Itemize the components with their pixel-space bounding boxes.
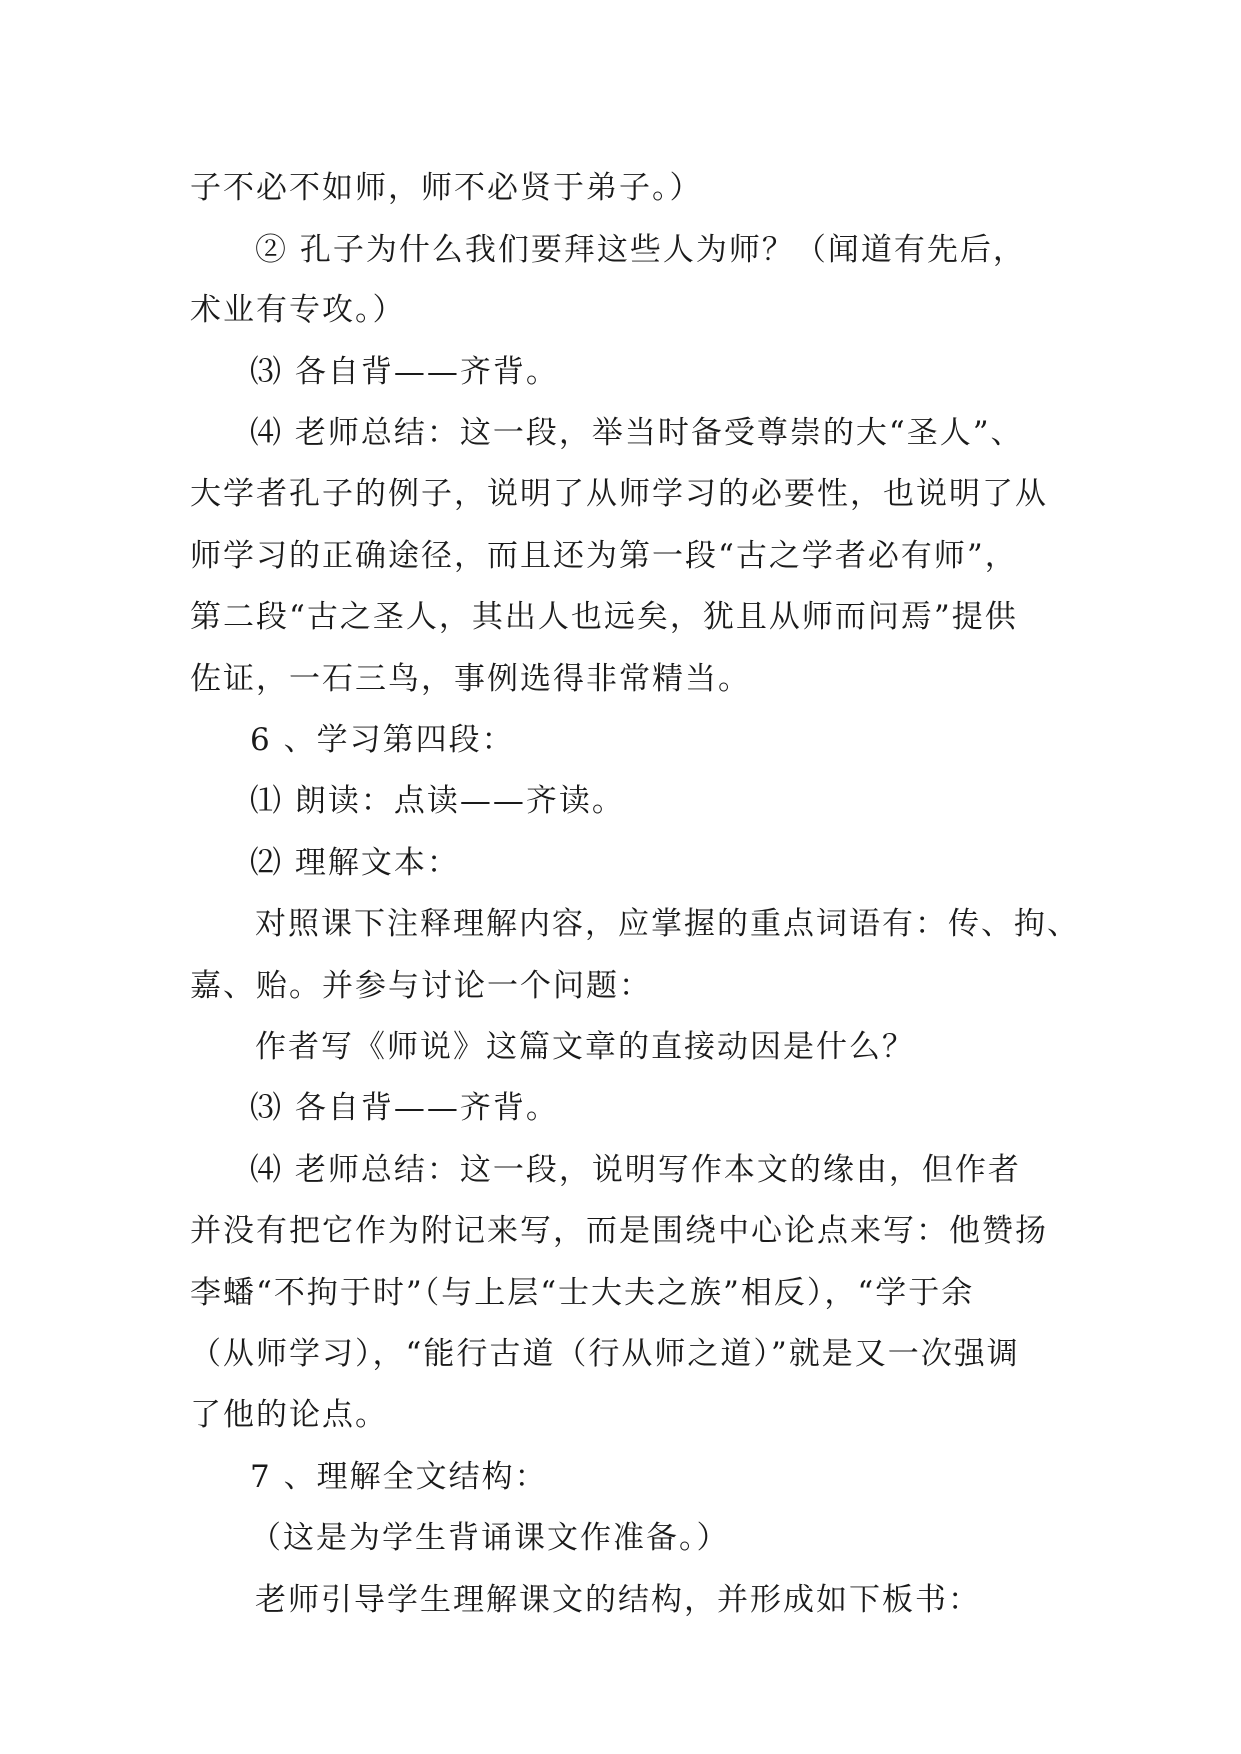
text-line-6: 大学者孔子的例子，说明了从师学习的必要性，也说明了从	[190, 476, 1048, 512]
text-line-15: 作者写《师说》这篇文章的直接动因是什么？	[255, 1029, 915, 1065]
text-line-24: 老师引导学生理解课文的结构，并形成如下板书：	[255, 1582, 981, 1618]
section-heading-7: 7 、理解全文结构：	[250, 1459, 548, 1495]
text-line-17: ⑷ 老师总结：这一段，说明写作本文的缘由，但作者	[250, 1152, 1021, 1188]
text-line-3: 术业有专攻。）	[190, 292, 406, 328]
text-line-11: ⑴ 朗读：点读——齐读。	[250, 783, 625, 819]
text-line-20: （从师学习），“能行古道（行从师之道）”就是又一次强调	[190, 1336, 1020, 1372]
text-line-9: 佐证，一石三鸟，事例选得非常精当。	[190, 661, 751, 697]
text-line-18: 并没有把它作为附记来写，而是围绕中心论点来写：他赞扬	[190, 1213, 1048, 1249]
section-heading-6: 6 、学习第四段：	[250, 722, 515, 758]
text-line-16: ⑶ 各自背——齐背。	[250, 1090, 559, 1126]
text-line-4: ⑶ 各自背——齐背。	[250, 354, 559, 390]
text-line-7: 师学习的正确途径，而且还为第一段“古之学者必有师”，	[190, 538, 1018, 574]
text-line-14: 嘉、贻。并参与讨论一个问题：	[190, 968, 652, 1004]
text-line-2: ② 孔子为什么我们要拜这些人为师？（闻道有先后，	[255, 232, 1026, 268]
text-line-21: 了他的论点。	[190, 1397, 388, 1433]
text-line-23: （这是为学生背诵课文作准备。）	[250, 1520, 730, 1556]
text-line-5: ⑷ 老师总结：这一段，举当时备受尊崇的大“圣人”、	[250, 415, 1024, 451]
text-line-8: 第二段“古之圣人，其出人也远矣，犹且从师而问焉”提供	[190, 599, 1018, 635]
text-line-1: 子不必不如师，师不必贤于弟子。）	[190, 170, 703, 206]
text-line-12: ⑵ 理解文本：	[250, 845, 460, 881]
text-line-19: 李蟠“不拘于时”（与上层“士大夫之族”相反），“学于余	[190, 1275, 975, 1311]
text-line-13: 对照课下注释理解内容，应掌握的重点词语有：传、拘、	[255, 906, 1080, 942]
